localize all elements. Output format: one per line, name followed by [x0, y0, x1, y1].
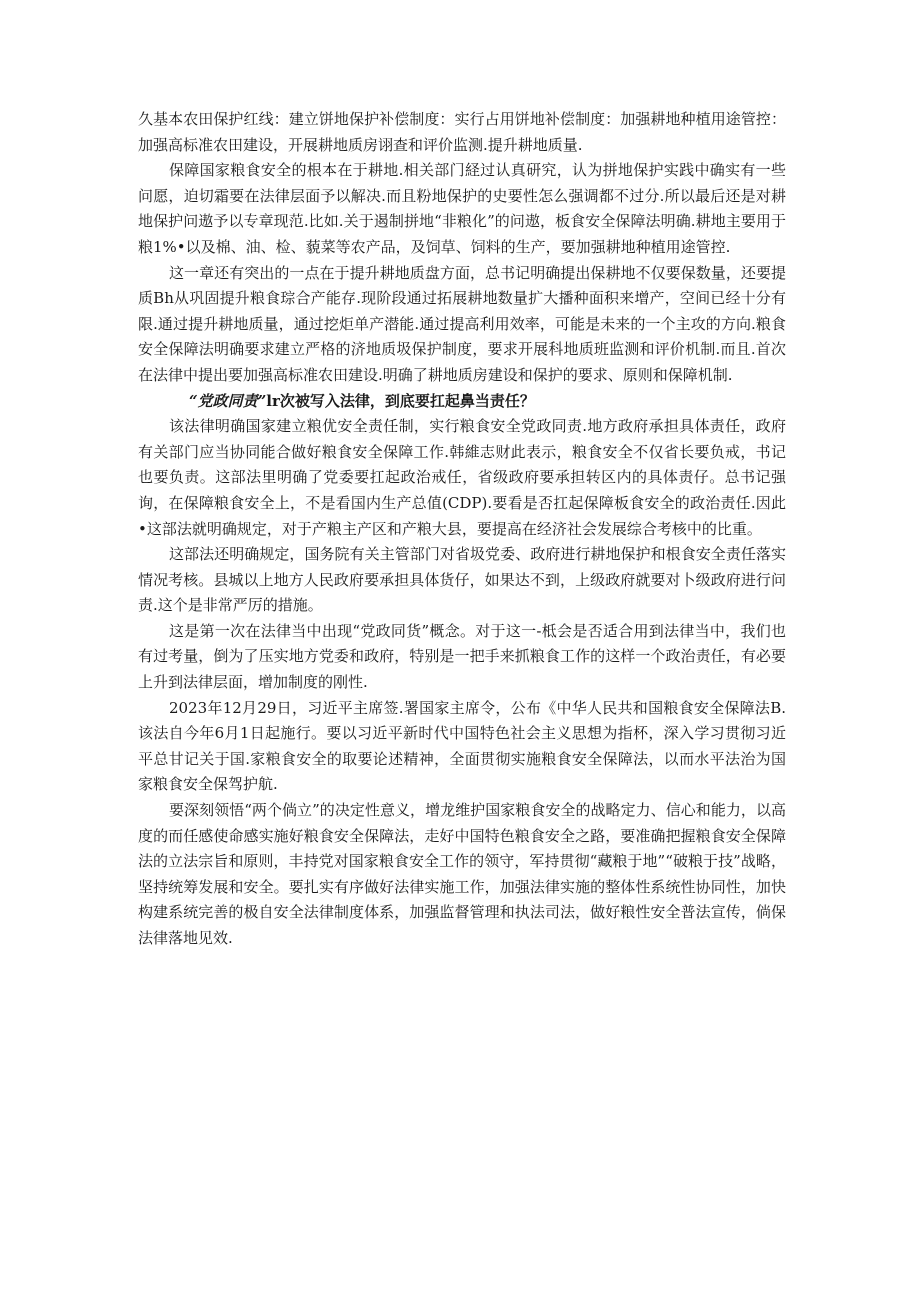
paragraph-4: 该法律明确国家建立粮优安全责任制，实行粮食安全党政同责.地方政府承担具体责任，政府有关部门应当协同能合做好粮食安全保障工作.韩維志财此表示，粮食安全不仅省长要负戒，书记也要负责。这部法里明确了党委要扛起政治戒任，省级政府要承担转区内的具体责仔。总书记强询，在保障粮食安全上，不是看国内生产总值(CDP).要看是否扛起保障板食安全的政治责任.因此•这部法就明确规定，对于产粮主产区和产粮大县，要提高在经济社会发展综合考核中的比重。: [138, 417, 786, 538]
paragraph-6: 这是第一次在法律当中出现“党政同货”概念。对于这一-柢会是否适合用到法律当中，我们也有过考量，倒为了压实地方党委和政府，特别是一把手来抓粮食工作的这样一个政治责任，有必要上升到法律层面，增加制度的刚性.: [138, 621, 786, 692]
paragraph-5: 这部法还明确规定，国务院有关主管部门对省圾党委、政府进行耕地保护和根食安全责任落实情况考核。县城以上地方人民政府要承担具体货仔，如果达不到，上级政府就要对卜级政府进行问责.这个是非常严厉的措施。: [138, 545, 786, 615]
paragraph-8: 要深刻领悟“两个倘立”的决定性意义，增龙维护国家粮食安全的战略定力、信心和能力，以高度的而任感使命感实施好粮食安全保障法，走好中国特色粮食安全之路，要准确把握粮食安全保障法的立法宗旨和原则，丰持党对国家粮食安全工作的领守，军持贯彻“藏粮于地”“破粮于技”战略，坚持统筹发展和安全。要扎实有序做好法律实施工作，加强法律实施的整体性系统性协同性，加快构建系统完善的极自安全法律制度体系，加强监督管理和执法司法，做好粮性安全普法宣传，倘保法律落地见效.: [138, 801, 786, 947]
paragraph-7: 2023年12月29日，习近平主席签.署国家主席令，公布《中华人民共和国粮食安全保障法B.该法自今年6月1日起施行。要以习近平新时代中国特色社会主义思想为指杯，深入学习贯彻习近平总甘记关于国.家粮食安全的取要论述精神，全面贯彻实施粮食安全保障法，以而水平法治为国家粮食安全保驾护航.: [138, 698, 786, 794]
paragraph-2: 保障国家粮食安全的根本在于耕地.相关部门経过认真研究，认为拼地保护实践中确实有一些问愿，迫切霜要在法律层面予以解决.而且粉地保护的史要性怎么强调都不过分.所以最后还是对耕地保护问遨予以专章现范.比如.关于遏制拼地“非粮化”的问遨，板食安全保障法明确.耕地主要用于粮1%•以及棉、油、检、藐菜等农产品，及饲草、饲料的生产，要加强耕地种植用途管控.: [138, 161, 786, 256]
section-heading-text: lr次被写入法律，到底要扛起鼻当责任？: [266, 391, 535, 410]
paragraph-1: 久基本农田保护红线：建立饼地保护补偿制度：实行占用饼地补偿制度：加强耕地种植用途管控：加强高标准农田建设，开展耕地质房诩查和评价监测.提升耕地质量.: [138, 110, 786, 154]
paragraph-3: 这一章还有突出的一点在于提升耕地质盘方面，总书记明确提出保耕地不仅要保数量，还要提质Bh从巩固提升粮食琮合产能存.现阶段通过拓展耕地数量扩大播种面积来增产，空间已经十分有限.通过提升耕地质量，通过挖炬单产潜能.通过提高利用效率，可能是未来的一个主攻的方向.粮食安全保障法明确要求建立严格的济地质圾保护制度，要求开展科地质班监测和评价机制.而且.首次在法律中提出要加强高标准农田建设.明确了耕地质房建设和保护的要求、原则和保障机制.: [138, 263, 786, 384]
document-body: [138, 107, 786, 952]
section-heading: [138, 389, 786, 415]
section-heading-emphasis: “党政同责”: [189, 391, 267, 410]
